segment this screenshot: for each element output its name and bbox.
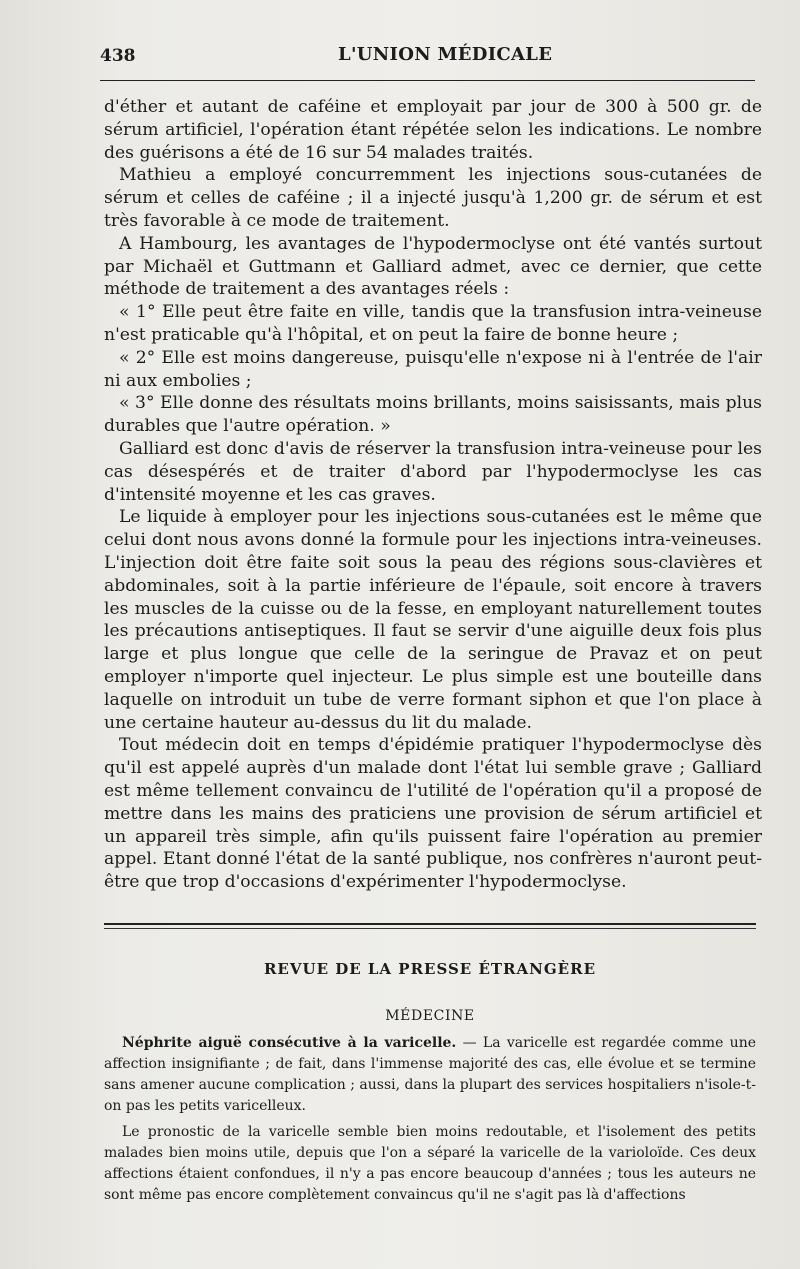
body-paragraph: Le liquide à employer pour les injections sous-cutanées est le même que celui dont nous avons donné la formule pour les injections intra-veineuses. L'injection doit être faite soit sous la peau des régions sous-clavières et abdominales, soit à la partie inférieure de l'épaule, soit encore à travers les muscles de la cuisse ou de la fesse, en employant naturellement toutes les précautions antiseptiques. Il faut se servir d'une aiguille deux fois plus large et plus longue que celle de la seringue de Pravaz et on peut employer n'importe quel injecteur. Le plus simple est une bouteille dans laquelle on introduit un tube de verre formant siphon et que l'on place à une certaine hauteur au-dessus du lit du malade. xyxy=(104,507,762,733)
body-paragraph: A Hambourg, les avantages de l'hypodermoclyse ont été vantés surtout par Michaël et Guttmann et Galliard admet, avec ce dernier, que cette méthode de traitement a des avantages réels : xyxy=(104,233,762,300)
body-paragraph: Galliard est donc d'avis de réserver la transfusion intra-veineuse pour les cas désespérés et de traiter d'abord par l'hypodermoclyse les cas d'intensité moyenne et les cas graves. xyxy=(104,438,762,505)
article-text: — La varicelle est regardée comme une affection insignifiante ; de fait, dans l'immense majorité des cas, elle évolue et se termine sans amener aucune complication ; aussi, dans la plupart des services hospitaliers n'isole-t-on pas les petits varicelleux. xyxy=(104,1035,756,1114)
section-divider-thin xyxy=(104,928,756,929)
page-header xyxy=(100,42,750,72)
body-paragraph: Mathieu a employé concurremment les injections sous-cutanées de sérum et celles de caféine ; il a injecté jusqu'à 1,200 gr. de sérum et est très favorable à ce mode de traitement. xyxy=(104,165,762,231)
article-title: Néphrite aiguë consécutive à la varicelle. xyxy=(122,1035,457,1051)
section-divider xyxy=(104,923,756,925)
body-paragraph: d'éther et autant de caféine et employait par jour de 300 à 500 gr. de sérum artificiel, l'opération étant répétée selon les indications. Le nombre des guérisons a été de 16 sur 54 malades traités. xyxy=(104,97,762,163)
article-body xyxy=(104,96,762,894)
page-number: 438 xyxy=(100,46,136,66)
body-paragraph: « 3° Elle donne des résultats moins brillants, moins saisissants, mais plus durables que l'autre opération. » xyxy=(104,393,762,437)
body-paragraph: Tout médecin doit en temps d'épidémie pratiquer l'hypodermoclyse dès qu'il est appelé auprès d'un malade dont l'état lui semble grave ; Galliard est même tellement convaincu de l'utilité de l'opération qu'il a proposé de mettre dans les mains des praticiens une provision de sérum artificiel et un appareil très simple, afin qu'ils puissent faire l'opération au premier appel. Etant donné l'état de la santé publique, nos confrères n'auront peut-être que trop d'occasions d'expérimenter l'hypodermoclyse. xyxy=(104,735,762,893)
body-paragraph: « 2° Elle est moins dangereuse, puisqu'elle n'expose ni à l'entrée de l'air ni aux embolies ; xyxy=(104,347,762,391)
section-title: REVUE DE LA PRESSE ÉTRANGÈRE xyxy=(263,960,597,978)
running-title: L'UNION MÉDICALE xyxy=(338,44,553,65)
subsection-heading: MÉDECINE xyxy=(385,1008,475,1024)
body-paragraph: « 1° Elle peut être faite en ville, tandis que la transfusion intra-veineuse n'est praticable qu'à l'hôpital, et on peut la faire de bonne heure ; xyxy=(104,302,762,345)
press-paragraph xyxy=(104,1033,756,1117)
press-paragraph: Le pronostic de la varicelle semble bien moins redoutable, et l'isolement des petits malades bien moins utile, depuis que l'on a séparé la varicelle de la varioloïde. Ces deux affections étaient confondues, il n'y a pas encore beaucoup d'années ; tous les auteurs ne sont même pas encore complètement convaincus qu'il ne s'agit pas là d'affections xyxy=(104,1124,756,1203)
press-review-text xyxy=(104,1033,756,1211)
header-rule xyxy=(100,80,755,81)
